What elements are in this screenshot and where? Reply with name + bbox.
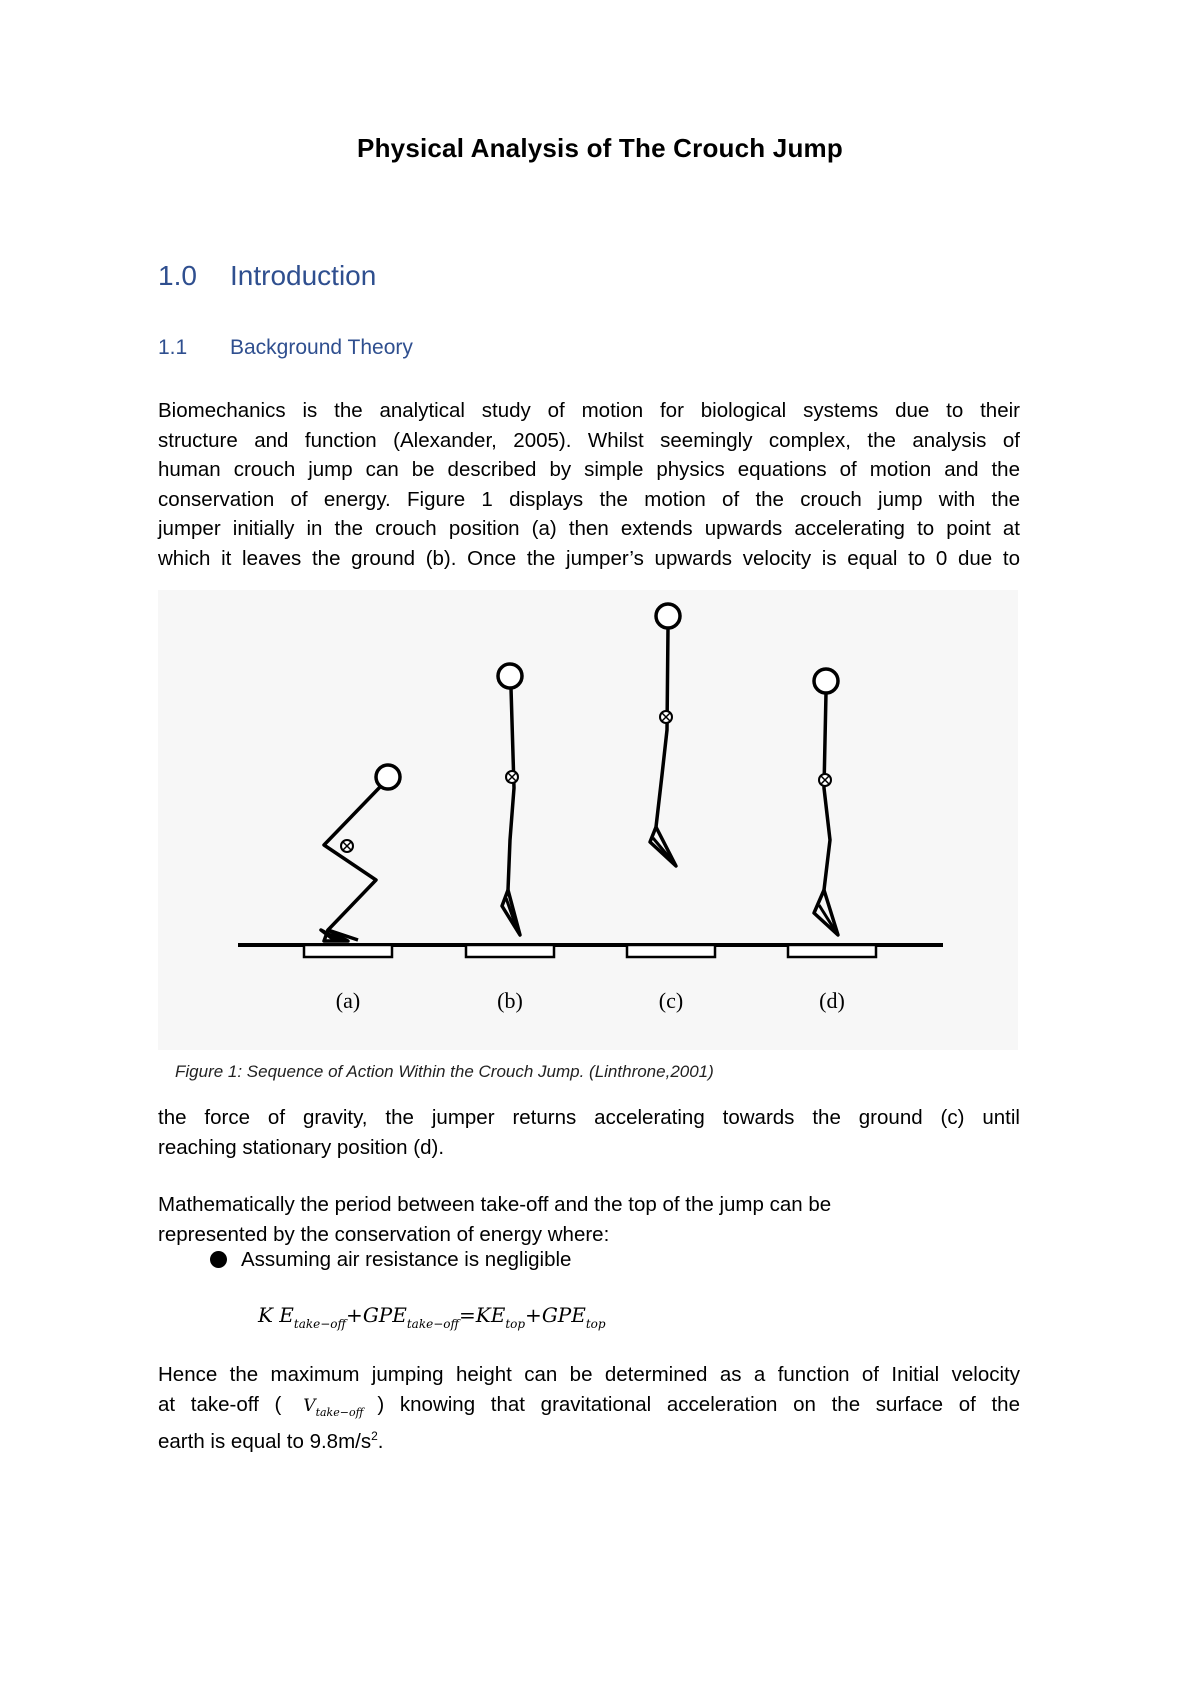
force-plate — [466, 945, 554, 957]
eq-sub: top — [585, 1317, 606, 1331]
eq-gpe: GPE — [362, 1303, 407, 1327]
section-heading — [158, 260, 376, 292]
figure-caption: Figure 1: Sequence of Action Within the Crouch Jump. (Linthrone,2001) — [175, 1062, 714, 1081]
eq-ke2: KE — [475, 1303, 506, 1327]
paragraph-line: structure and function (Alexander, 2005). Whilst seemingly complex, the analysis of — [158, 428, 1020, 452]
paragraph-line: the force of gravity, the jumper returns accelerating towards the ground (c) until — [158, 1106, 1020, 1129]
eq-gpe2: GPE — [541, 1303, 586, 1327]
paragraph-conservation — [158, 1190, 918, 1249]
page-title: Physical Analysis of The Crouch Jump — [357, 133, 843, 163]
eq-plus: + — [346, 1303, 363, 1327]
figure-label-c: (c) — [658, 988, 684, 1013]
force-plate — [788, 945, 876, 957]
text-fragment: . — [377, 1430, 384, 1453]
subsection-label: Background Theory — [230, 336, 413, 359]
paragraph-continuation — [158, 1103, 1020, 1162]
eq-sub: top — [505, 1317, 526, 1331]
text-fragment: ) knowing that gravitational acceleration on the surface of the — [377, 1392, 1020, 1416]
velocity-symbol — [281, 1392, 377, 1428]
text-fragment: at take-off ( — [158, 1392, 282, 1416]
paragraph-line: jumper initially in the crouch position (a) then extends upwards accelerating to point at — [158, 517, 1020, 540]
v-sub: take−off — [315, 1405, 364, 1419]
paragraph-line: Biomechanics is the analytical study of motion for biological systems due to their — [158, 399, 1020, 422]
paragraph-line: reaching stationary position (d). — [158, 1135, 445, 1159]
figure-label-d: (d) — [819, 988, 845, 1013]
paragraph-line — [158, 1390, 1020, 1428]
bullet-icon — [210, 1251, 227, 1268]
subsection-number: 1.1 — [158, 336, 188, 359]
figure-label-a: (a) — [335, 988, 361, 1013]
eq-sub: take−off — [406, 1317, 459, 1331]
figure-label-b: (b) — [497, 988, 523, 1013]
paragraph-intro — [158, 396, 1020, 573]
eq-sub: take−off — [293, 1317, 347, 1331]
paragraph-line: which it leaves the ground (b). Once the jumper’s upwards velocity is equal to 0 due to — [158, 546, 1020, 570]
section-number: 1.0 — [158, 260, 197, 291]
text-fragment: earth is equal to 9.8m/s — [158, 1430, 372, 1453]
paragraph-line: Hence the maximum jumping height can be determined as a function of Initial velocity — [158, 1363, 1020, 1386]
force-plate — [304, 945, 392, 957]
subsection-heading — [158, 336, 413, 360]
crouch-jump-figure — [158, 590, 1018, 1050]
superscript: 2 — [371, 1429, 378, 1443]
force-plate — [627, 945, 715, 957]
figure-background — [158, 590, 1018, 1050]
paragraph-line: human crouch jump can be described by simple physics equations of motion and the — [158, 458, 1020, 481]
paragraph-line: represented by the conservation of energy where: — [158, 1222, 610, 1246]
bullet-text: Assuming air resistance is negligible — [241, 1248, 572, 1271]
paragraph-line: conservation of energy. Figure 1 displays the motion of the crouch jump with the — [158, 487, 1020, 511]
section-label: Introduction — [230, 260, 377, 291]
v-symbol: V — [303, 1395, 316, 1416]
paragraph-line — [158, 1427, 1020, 1457]
paragraph-line: Mathematically the period between take-off and the top of the jump can be — [158, 1193, 832, 1216]
eq-equals: = — [459, 1303, 476, 1327]
eq-ke: K E — [258, 1303, 294, 1327]
paragraph-max-height — [158, 1360, 1020, 1457]
energy-equation — [258, 1303, 606, 1331]
eq-plus: + — [525, 1303, 542, 1327]
bullet-item — [210, 1248, 571, 1272]
